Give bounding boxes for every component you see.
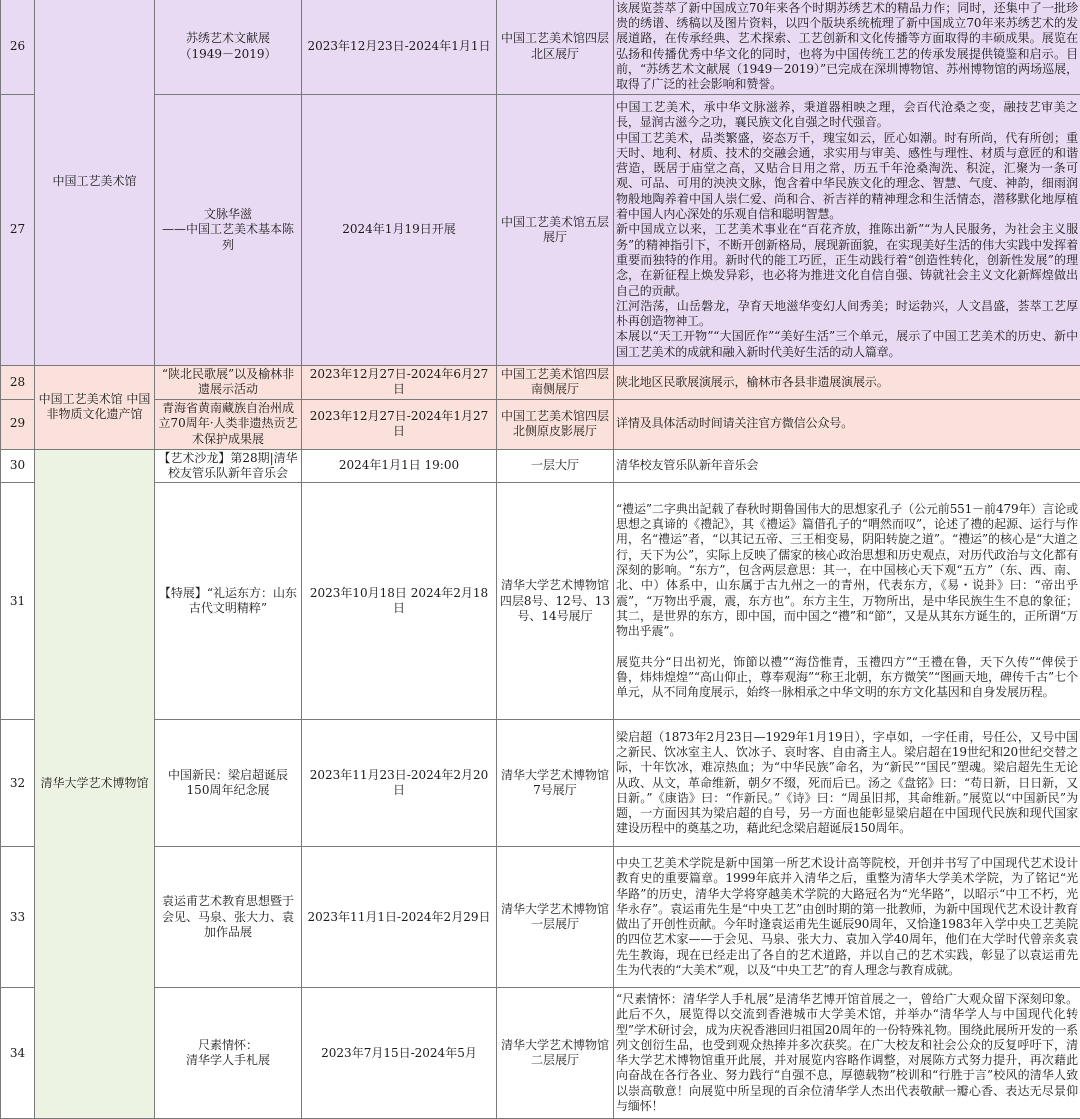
row-number: 27 (1, 95, 35, 366)
row-number: 31 (1, 483, 35, 720)
exhibition-venue: 中国工艺美术馆五层展厅 (497, 95, 614, 366)
museum-name: 清华大学艺术博物馆 (35, 449, 155, 1119)
exhibition-title: 文脉华滋 ——中国工艺美术基本陈列 (155, 95, 302, 366)
exhibition-title: 青海省黄南藏族自治州成立70周年·人类非遗热贡艺术保护成果展 (155, 399, 302, 449)
table-row (1, 988, 1080, 1119)
exhibition-venue: 清华大学艺术博物馆二层展厅 (497, 988, 614, 1119)
exhibition-title: “陕北民歌展”以及榆林非遗展示活动 (155, 366, 302, 400)
exhibition-time: 2024年1月1日 19:00 (302, 449, 497, 483)
exhibition-description: 中国工艺美术，承中华文脉滋养，秉道器相映之理，会百代沧桑之变，融技艺审美之長，显润古滋今之功，襄民族文化自强之时代强音。 中国工艺美术，品类繁盛，姿态万千，瑰宝如云，匠心如潮。时有所尚，代有所创；重天时、地利、材质、技术的交融会通，求实用与审美、感性与理性、材质与意匠的和谐营造，既居于庙堂之高，又贴合日用之常，历五千年沧桑淘洗、积淀，汇聚为一条可观、可品、可用的泱泱文脉，饱含着中华民族文化的理念、智慧、气度、神韵，细雨润物般地陶养着中国人崇仁爱、尚和合、祈吉祥的精神理念和生活情态，潜移默化地厚植着中国人内心深处的乐观自信和聪明智慧。 新中国成立以来，工艺美术事业在“百花齐放，推陈出新”“为人民服务，为社会主义服务”的精神指引下，不断开创新格局，展现新面貌，在实现美好生活的伟大实践中发挥着重要而独特的作用。新时代的能工巧匠，正生动践行着“创造性转化，创新性发展”的理念，在新征程上焕发异彩，也必将为推进文化自信自强、铸就社会主义文化新辉煌做出自己的贡献。 江河浩荡，山岳磐龙，孕育天地滋华变幻人间秀美；时运勃兴，人文昌盛，荟萃工艺厚朴再创造物神工。 本展以“天工开物”“大国匠作”“美好生活”三个单元，展示了中国工艺美术的历史、新中国工艺美术的成就和融入新时代美好生活的动人篇章。 (614, 95, 1080, 366)
museum-name: 中国工艺美术馆 中国非物质文化遗产馆 (35, 366, 155, 450)
exhibition-venue: 中国工艺美术馆四层南侧展厅 (497, 366, 614, 400)
exhibition-description: 清华校友管乐队新年音乐会 (614, 449, 1080, 483)
exhibition-title: 【艺术沙龙】第28期|清华校友管乐队新年音乐会 (155, 449, 302, 483)
table-row (1, 449, 1080, 483)
exhibition-description: “禮运”二字典出記载了春秋时期鲁国伟大的思想家孔子（公元前551－前479年）言论或思想之真谛的《禮記》，其《禮运》篇借孔子的“喟然而叹”，论述了禮的起源、运行与作用，名“禮运”者，“以其记五帝、三王相变易，阴阳转旋之道”。“禮运”的核心是“大道之行，天下为公”，实际上反映了儒家的核心政治思想和历史观点，对历代政治与文化都有深刻的影响。“东方”，包含两层意思：其一，在中国核心天下观“五方”（东、西、南、北、中）体系中，山东属于古九州之一的青州，代表东方，《易・说卦》曰：“帝出乎震”，“万物出乎震，震，东方也”。东方主生，万物所出，是中华民族生生不息的象征；其二，是世界的东方，即中国，而中国之“禮”和“節”，又是从其东方诞生的，正所谓“万物出乎震”。 展览共分“日出初光，饰節以禮”“海岱惟青，玉禮四方”“王禮在鲁，天下久传”“俾侯于鲁，炜炜煌煌”“高山仰止，尊奉观海”“称王北朝，东方微笑”“图画天地，碑传千古”七个单元，从不同角度展示，始终一脉相承之中华文明的东方文化基因和自身发展历程。 (614, 483, 1080, 720)
table-row (1, 720, 1080, 847)
exhibition-time: 2023年7月15日-2024年5月 (302, 988, 497, 1119)
exhibition-description: 详情及具体活动时间请关注官方微信公众号。 (614, 399, 1080, 449)
row-number: 33 (1, 847, 35, 988)
table-row (1, 847, 1080, 988)
exhibition-time: 2023年11月1日-2024年2月29日 (302, 847, 497, 988)
row-number: 26 (1, 0, 35, 95)
exhibition-venue: 一层大厅 (497, 449, 614, 483)
exhibition-time: 2023年12月23日-2024年1月1日 (302, 0, 497, 95)
table-row (1, 483, 1080, 720)
exhibition-description: 梁启超（1873年2月23日—1929年1月19日），字卓如，一字任甫，号任公，又号中国之新民、饮冰室主人、饮冰子、哀时客、自由斋主人。梁启超在19世纪和20世纪交替之际，十年饮冰，难凉热血；为“中华民族”命名，为“新民”“国民”塑魂。梁启超先生无论从政、从文，革命维新，朝夕不缀，死而后已。汤之《盘铭》曰：“苟日新，日日新，又日新。”《康诰》曰：“作新民。”《诗》曰：“周虽旧邦，其命维新。”展览以“中国新民”为题，一方面因其为梁启超的自号，另一方面也能彰显梁启超在中国现代民族和现代国家建设历程中的奠基之功，藉此纪念梁启超诞辰150周年。 (614, 720, 1080, 847)
exhibition-venue: 中国工艺美术馆四层北区展厅 (497, 0, 614, 95)
row-number: 32 (1, 720, 35, 847)
table-row (1, 95, 1080, 366)
exhibition-time: 2023年12月27日-2024年6月27日 (302, 366, 497, 400)
row-number: 29 (1, 399, 35, 449)
exhibition-time: 2023年11月23日-2024年2月20日 (302, 720, 497, 847)
table-row (1, 366, 1080, 400)
exhibition-venue: 中国工艺美术馆四层北侧原皮影展厅 (497, 399, 614, 449)
exhibition-title: 尺素情怀： 清华学人手札展 (155, 988, 302, 1119)
row-number: 34 (1, 988, 35, 1119)
row-number: 28 (1, 366, 35, 400)
exhibition-venue: 清华大学艺术博物馆7号展厅 (497, 720, 614, 847)
exhibition-title: 中国新民：梁启超诞辰150周年纪念展 (155, 720, 302, 847)
museum-name: 中国工艺美术馆 (35, 0, 155, 366)
exhibition-venue: 清华大学艺术博物馆四层8号、12号、13号、14号展厅 (497, 483, 614, 720)
row-number: 30 (1, 449, 35, 483)
exhibition-time: 2023年12月27日-2024年1月27日 (302, 399, 497, 449)
exhibition-venue: 清华大学艺术博物馆一层展厅 (497, 847, 614, 988)
exhibition-description: 该展览荟萃了新中国成立70年来各个时期苏绣艺术的精品力作；同时，还集中了一批珍贵的绣谱、绣稿以及图片资料，以四个版块系统梳理了新中国成立70年来苏绣艺术的发展道路，在传承经典、艺术探索、工艺创新和文化传播等方面取得的丰硕成果。展览在弘扬和传播优秀中华文化的同时，也将为中国传统工艺的传承发展提供镜鉴和启示。目前，“苏绣艺术文献展（1949－2019）”已完成在深圳博物馆、苏州博物馆的两场巡展，取得了广泛的社会影响和赞誉。 (614, 0, 1080, 95)
exhibition-description: 中央工艺美术学院是新中国第一所艺术设计高等院校，开创并书写了中国现代艺术设计教育史的重要篇章。1999年底并入清华之后，重整为清华大学美术学院，为了铭记“光华路”的历史，清华大学将穿越美术学院的大路冠名为“光华路”，以昭示“中工不朽，光华永存”。袁运甫先生是“中央工艺”由创时期的第一批教师，为新中国现代艺术设计教育做出了开创性贡献。今年时逢袁运甫先生诞辰90周年，又恰逢1983年入学中央工艺美院的四位艺术家——于会见、马泉、张大力、袁加入学40周年，他们在大学时代曾亲炙袁先生教诲，现在已经走出了各自的艺术道路，并以自己的艺术实践，彰显了以袁运甫先生为代表的“大美术”观，以及“中央工艺”的育人理念与教育成就。 (614, 847, 1080, 988)
exhibition-description: 陕北地区民歌展演展示，榆林市各县非遗展演展示。 (614, 366, 1080, 400)
exhibition-time: 2024年1月19日开展 (302, 95, 497, 366)
exhibition-description: “尺素情怀：清华学人手札展”是清华艺博开馆首展之一，曾给广大观众留下深刻印象。此后不久，展览得以交流到香港城市大学美术馆，并举办“清华学人与中国现代化转型”学术研讨会，成为庆祝香港回归祖国20周年的一份特殊礼物。围绕此展所开发的一系列文创衍生品，也受到观众热捧并多次获奖。在广大校友和社会公众的反复呼吁下，清华大学艺术博物馆重开此展，并对展览内容略作调整，对展陈方式努力提升，再次藉此向奋战在各行各业、努力践行“自强不息，厚德载物”校训和“行胜于言”校风的清华人致以崇高敬意！向展览中所呈现的百余位清华学人杰出代表敬献一瓣心香、表达无尽景仰与缅怀！ (614, 988, 1080, 1119)
exhibition-title: 【特展】“礼运东方：山东古代文明精粹” (155, 483, 302, 720)
exhibition-time: 2023年10月18日 2024年2月18日 (302, 483, 497, 720)
exhibition-title: 袁运甫艺术教育思想暨于会见、马泉、张大力、袁加作品展 (155, 847, 302, 988)
table-row (1, 0, 1080, 95)
exhibition-title: 苏绣艺术文献展 （1949－2019） (155, 0, 302, 95)
table-row (1, 399, 1080, 449)
